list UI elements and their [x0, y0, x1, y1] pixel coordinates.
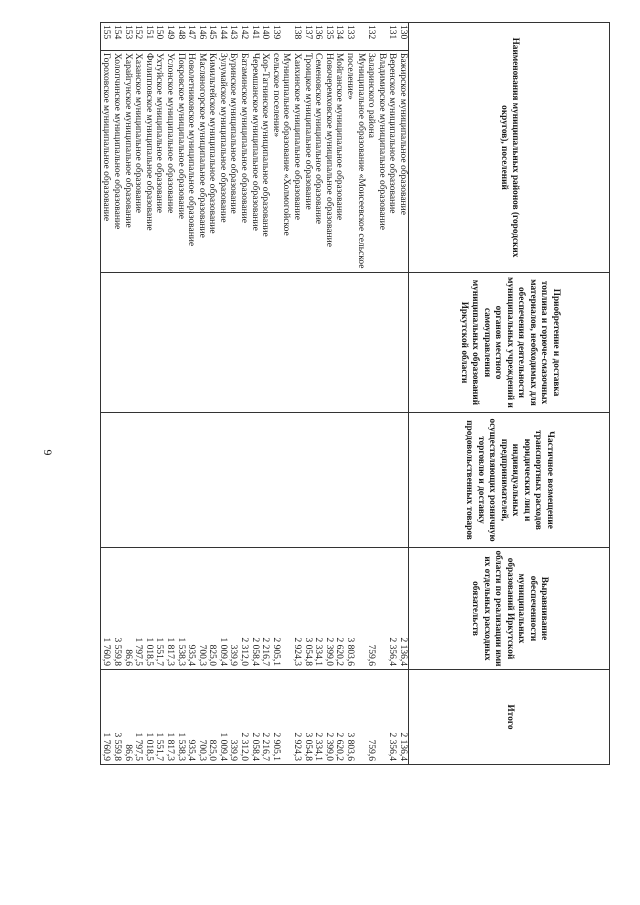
row-total: 1 797,5	[133, 670, 144, 765]
row-number: 149	[164, 23, 175, 51]
table-row	[186, 23, 197, 853]
row-name: Хор-Тагнинское муниципальное образование	[260, 51, 271, 273]
table-row	[228, 23, 239, 853]
row-equalization: 2 334,1	[313, 548, 324, 670]
row-transport	[228, 413, 239, 548]
row-name: Хаихинское муниципальное образование	[291, 51, 302, 273]
row-transport	[164, 413, 175, 548]
table-row	[207, 23, 218, 853]
row-transport	[239, 413, 250, 548]
header-total: Итого	[409, 670, 610, 765]
row-fuel	[143, 273, 154, 413]
row-name: Холопчинское муниципальное образование	[111, 51, 122, 273]
row-fuel	[100, 273, 111, 413]
row-name: Веренское муниципальное образование	[387, 51, 398, 273]
row-total: 1 760,9	[100, 670, 111, 765]
row-fuel	[334, 273, 345, 413]
table-row	[313, 23, 324, 853]
row-number: 155	[100, 23, 111, 51]
row-transport	[387, 413, 398, 548]
table-row	[323, 23, 334, 853]
table-row	[302, 23, 313, 853]
row-equalization: 1 797,5	[133, 548, 144, 670]
row-transport	[111, 413, 122, 548]
row-number: 148	[175, 23, 186, 51]
row-fuel	[217, 273, 228, 413]
row-equalization: 339,9	[228, 548, 239, 670]
table-row	[196, 23, 207, 853]
row-name: Семеновское муниципальное образование	[313, 51, 324, 273]
row-number: 136	[313, 23, 324, 51]
row-name: Гороховское муниципальное образование	[100, 51, 111, 273]
row-name: Покровское муниципальное образование	[175, 51, 186, 273]
row-transport	[249, 413, 260, 548]
header-name: Наименования муниципальных районов (городских округов), поселений	[409, 23, 610, 273]
row-number: 134	[334, 23, 345, 51]
table-row	[100, 23, 111, 853]
row-equalization: 2 356,4	[387, 548, 398, 670]
row-fuel	[249, 273, 260, 413]
row-number: 145	[207, 23, 218, 51]
row-total: 1 817,3	[164, 670, 175, 765]
row-total: 3 803,6	[344, 670, 365, 765]
row-equalization: 1 551,7	[154, 548, 165, 670]
row-fuel	[122, 273, 133, 413]
row-equalization: 3 559,8	[111, 548, 122, 670]
row-total: 1 009,4	[217, 670, 228, 765]
row-total: 3 559,8	[111, 670, 122, 765]
row-fuel	[111, 273, 122, 413]
table-row	[366, 23, 387, 853]
row-total: 825,0	[207, 670, 218, 765]
row-transport	[270, 413, 291, 548]
row-fuel	[260, 273, 271, 413]
row-fuel	[186, 273, 197, 413]
header-transport: Частичное возмещение транспортных расходов юридических лиц и индивидуальных предпринимателей, осуществляющих розничную торговлю и доставку продовольственных товаров	[409, 413, 610, 548]
row-total: 700,3	[196, 670, 207, 765]
row-number: 139	[270, 23, 291, 51]
row-equalization: 759,6	[366, 548, 387, 670]
row-equalization: 1 817,3	[164, 548, 175, 670]
table-row	[143, 23, 154, 853]
table-row	[133, 23, 144, 853]
row-fuel	[207, 273, 218, 413]
row-fuel	[397, 273, 408, 413]
row-name: Троицкое муниципальное образование	[302, 51, 313, 273]
budget-table	[100, 22, 610, 853]
row-total: 2 905,1	[270, 670, 291, 765]
row-transport	[260, 413, 271, 548]
row-number: 132	[366, 23, 387, 51]
row-total: 1 551,7	[154, 670, 165, 765]
row-transport	[100, 413, 111, 548]
row-transport	[302, 413, 313, 548]
row-name: Харайгунское муниципальное образование	[122, 51, 133, 273]
row-equalization: 2 905,1	[270, 548, 291, 670]
row-equalization: 2 058,4	[249, 548, 260, 670]
row-total: 2 620,2	[334, 670, 345, 765]
row-transport	[291, 413, 302, 548]
row-transport	[207, 413, 218, 548]
row-name: Кимильтейское муниципальное образование	[207, 51, 218, 273]
row-name: Новочеремховское муниципальное образование	[323, 51, 334, 273]
row-total: 2 399,0	[323, 670, 334, 765]
row-number: 153	[122, 23, 133, 51]
row-transport	[323, 413, 334, 548]
table-row	[344, 23, 365, 853]
row-number: 131	[387, 23, 398, 51]
row-transport	[133, 413, 144, 548]
table-row	[175, 23, 186, 853]
row-name: Батаминское муниципальное образование	[239, 51, 250, 273]
row-number: 137	[302, 23, 313, 51]
row-fuel	[291, 273, 302, 413]
table-row	[260, 23, 271, 853]
row-total: 2 356,4	[387, 670, 398, 765]
row-total: 3 054,8	[302, 670, 313, 765]
table-row	[122, 23, 133, 853]
row-number: 150	[154, 23, 165, 51]
table-row	[270, 23, 291, 853]
row-name: Масляногорское муниципальное образование	[196, 51, 207, 273]
row-total: 2 136,4	[397, 670, 408, 765]
row-equalization: 700,3	[196, 548, 207, 670]
row-transport	[366, 413, 387, 548]
row-equalization: 2 620,2	[334, 548, 345, 670]
header-equalization: Выравнивание обеспеченности муниципальных образований Иркутской области по реализации ими их отдельных расходных обязательств	[409, 548, 610, 670]
row-equalization: 2 312,0	[239, 548, 250, 670]
row-name: Новолетниковское муниципальное образование	[186, 51, 197, 273]
row-name: Мойганское муниципальное образование	[334, 51, 345, 273]
row-fuel	[344, 273, 365, 413]
row-name: Муниципальное образование «Моисеевское сельское поселение»	[344, 51, 365, 273]
row-total: 86,6	[122, 670, 133, 765]
row-total: 2 216,7	[260, 670, 271, 765]
table-row	[154, 23, 165, 853]
table-row	[387, 23, 398, 853]
header-fuel: Приобретение и доставка топлива и горюче-смазочных материалов, необходимых для обеспечения деятельности муниципальных учреждений и органов местного самоуправления муниципальных образований Иркутской области	[409, 273, 610, 413]
table-row	[334, 23, 345, 853]
row-equalization: 2 136,4	[397, 548, 408, 670]
row-number: 141	[249, 23, 260, 51]
row-transport	[143, 413, 154, 548]
row-name: Муниципальное образование «Холмогойское сельское поселение»	[270, 51, 291, 273]
row-number: 130	[397, 23, 408, 51]
page-number: 6	[40, 449, 55, 456]
row-equalization: 3 803,6	[344, 548, 365, 670]
row-equalization: 1 760,9	[100, 548, 111, 670]
row-total: 759,6	[366, 670, 387, 765]
table-row	[397, 23, 408, 853]
row-name: Черемшанское муниципальное образование	[249, 51, 260, 273]
row-fuel	[323, 273, 334, 413]
table-row	[217, 23, 228, 853]
row-fuel	[270, 273, 291, 413]
table-row	[239, 23, 250, 853]
row-transport	[175, 413, 186, 548]
row-transport	[196, 413, 207, 548]
row-total: 2 334,1	[313, 670, 324, 765]
row-equalization: 1 018,5	[143, 548, 154, 670]
row-total: 1 018,5	[143, 670, 154, 765]
row-total: 339,9	[228, 670, 239, 765]
row-total: 2 312,0	[239, 670, 250, 765]
row-fuel	[164, 273, 175, 413]
row-name: Хазанское муниципальное образование	[133, 51, 144, 273]
row-total: 1 538,3	[175, 670, 186, 765]
row-equalization: 1 538,3	[175, 548, 186, 670]
row-transport	[186, 413, 197, 548]
row-fuel	[175, 273, 186, 413]
row-number: 152	[133, 23, 144, 51]
row-name: Бажирское муниципальное образование	[397, 51, 408, 273]
row-fuel	[228, 273, 239, 413]
row-number: 138	[291, 23, 302, 51]
row-equalization: 2 216,7	[260, 548, 271, 670]
row-equalization: 935,4	[186, 548, 197, 670]
table-row	[111, 23, 122, 853]
row-name: Владимирское муниципальное образование Заларинского района	[366, 51, 387, 273]
row-total: 2 924,3	[291, 670, 302, 765]
row-transport	[122, 413, 133, 548]
row-fuel	[133, 273, 144, 413]
row-transport	[397, 413, 408, 548]
table-row	[249, 23, 260, 853]
row-number: 144	[217, 23, 228, 51]
row-transport	[154, 413, 165, 548]
row-equalization: 2 924,3	[291, 548, 302, 670]
row-equalization: 825,0	[207, 548, 218, 670]
row-fuel	[154, 273, 165, 413]
row-name: Ухтуйское муниципальное образование	[154, 51, 165, 273]
row-name: Буринское муниципальное образование	[228, 51, 239, 273]
row-number: 147	[186, 23, 197, 51]
row-name: Филипповское муниципальное образование	[143, 51, 154, 273]
row-fuel	[387, 273, 398, 413]
row-total: 2 058,4	[249, 670, 260, 765]
row-number: 143	[228, 23, 239, 51]
row-equalization: 86,6	[122, 548, 133, 670]
row-transport	[313, 413, 324, 548]
row-equalization: 3 054,8	[302, 548, 313, 670]
row-equalization: 2 399,0	[323, 548, 334, 670]
row-equalization: 1 009,4	[217, 548, 228, 670]
row-fuel	[366, 273, 387, 413]
row-number: 135	[323, 23, 334, 51]
row-number: 146	[196, 23, 207, 51]
row-name: Зулумайское муниципальное образование	[217, 51, 228, 273]
rotated-page-content	[80, 22, 610, 882]
row-transport	[334, 413, 345, 548]
row-number: 142	[239, 23, 250, 51]
row-name: Услонское муниципальное образование	[164, 51, 175, 273]
row-fuel	[196, 273, 207, 413]
row-number: 154	[111, 23, 122, 51]
row-fuel	[302, 273, 313, 413]
table-row	[291, 23, 302, 853]
table-header-row	[409, 23, 610, 853]
row-fuel	[239, 273, 250, 413]
row-number: 140	[260, 23, 271, 51]
row-transport	[344, 413, 365, 548]
row-number: 151	[143, 23, 154, 51]
row-total: 935,4	[186, 670, 197, 765]
row-transport	[217, 413, 228, 548]
table-row	[164, 23, 175, 853]
row-number: 133	[344, 23, 365, 51]
row-fuel	[313, 273, 324, 413]
